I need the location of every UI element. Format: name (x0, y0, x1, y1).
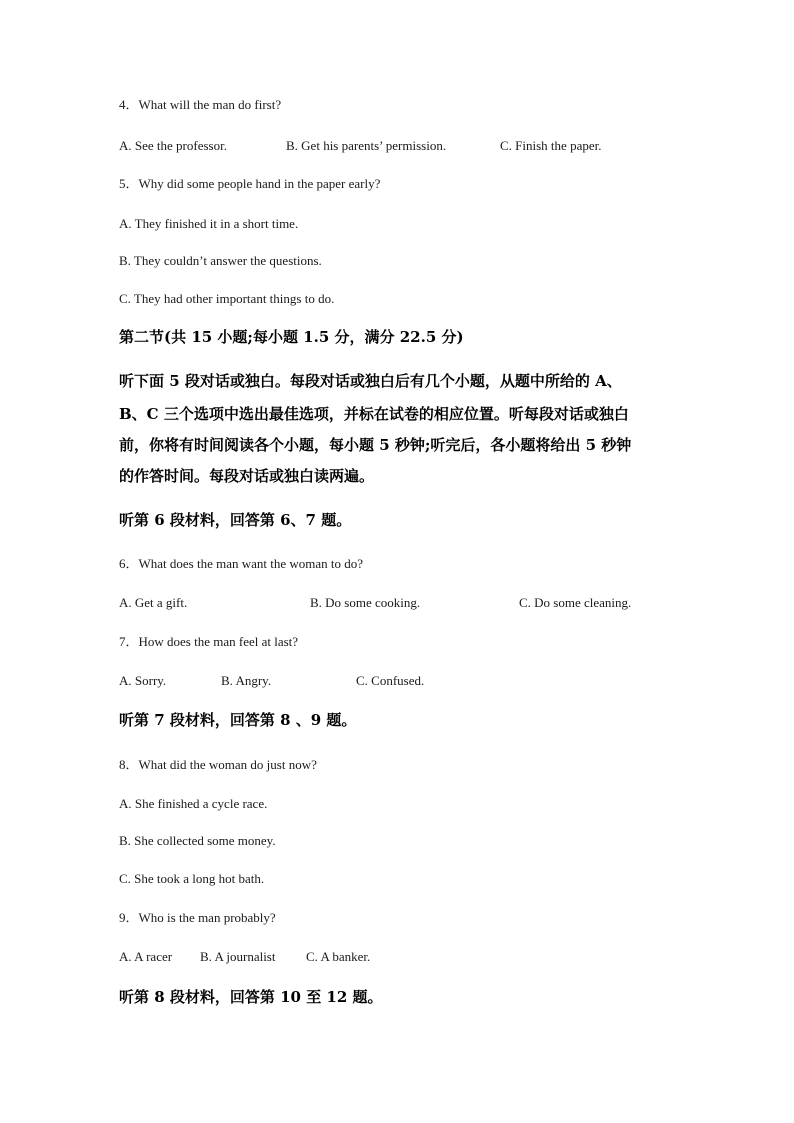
option-a: A. They finished it in a short time. (119, 216, 299, 231)
option-c: C. Finish the paper. (500, 138, 602, 153)
section-heading: 第二节(共 15 小题;每小题 1.5 分，满分 22.5 分) (119, 328, 464, 346)
option-a: A. See the professor. (119, 138, 227, 153)
part-heading-7: 听第 7 段材料，回答第 8 、9 题。 (119, 711, 357, 729)
part-heading-8: 听第 8 段材料，回答第 10 至 12 题。 (119, 988, 383, 1006)
instructions-line: 听下面 5 段对话或独白。每段对话或独白后有几个小题，从题中所给的 A、 (119, 372, 622, 390)
instructions-line: 前，你将有时间阅读各个小题，每小题 5 秒钟;听完后，各小题将给出 5 秒钟 (119, 436, 632, 454)
option-c: C. Confused. (356, 673, 425, 688)
option-c: C. Do some cleaning. (519, 595, 632, 610)
option-c: C. She took a long hot bath. (119, 871, 265, 886)
question-7: 7．How does the man feel at last? (119, 634, 299, 649)
question-5: 5．Why did some people hand in the paper early? (119, 176, 381, 191)
part-heading-6: 听第 6 段材料，回答第 6、7 题。 (119, 511, 352, 529)
option-a: A. A racer (119, 949, 173, 964)
instructions-line: B、C 三个选项中选出最佳选项，并标在试卷的相应位置。听每段对话或独白 (119, 405, 629, 423)
option-a: A. Get a gift. (119, 595, 188, 610)
question-9: 9．Who is the man probably? (119, 910, 276, 925)
option-c: C. They had other important things to do. (119, 291, 335, 306)
question-4: 4．What will the man do first? (119, 97, 282, 112)
question-8: 8．What did the woman do just now? (119, 757, 317, 772)
option-a: A. Sorry. (119, 673, 167, 688)
option-c: C. A banker. (306, 949, 371, 964)
option-b: B. A journalist (200, 949, 276, 964)
question-6: 6．What does the man want the woman to do? (119, 556, 364, 571)
option-b: B. Angry. (221, 673, 272, 688)
option-b: B. Do some cooking. (310, 595, 421, 610)
instructions-line: 的作答时间。每段对话或独白读两遍。 (119, 467, 375, 485)
option-a: A. She finished a cycle race. (119, 796, 268, 811)
option-b: B. Get his parents’ permission. (286, 138, 447, 153)
option-b: B. They couldn’t answer the questions. (119, 253, 322, 268)
option-b: B. She collected some money. (119, 833, 276, 848)
